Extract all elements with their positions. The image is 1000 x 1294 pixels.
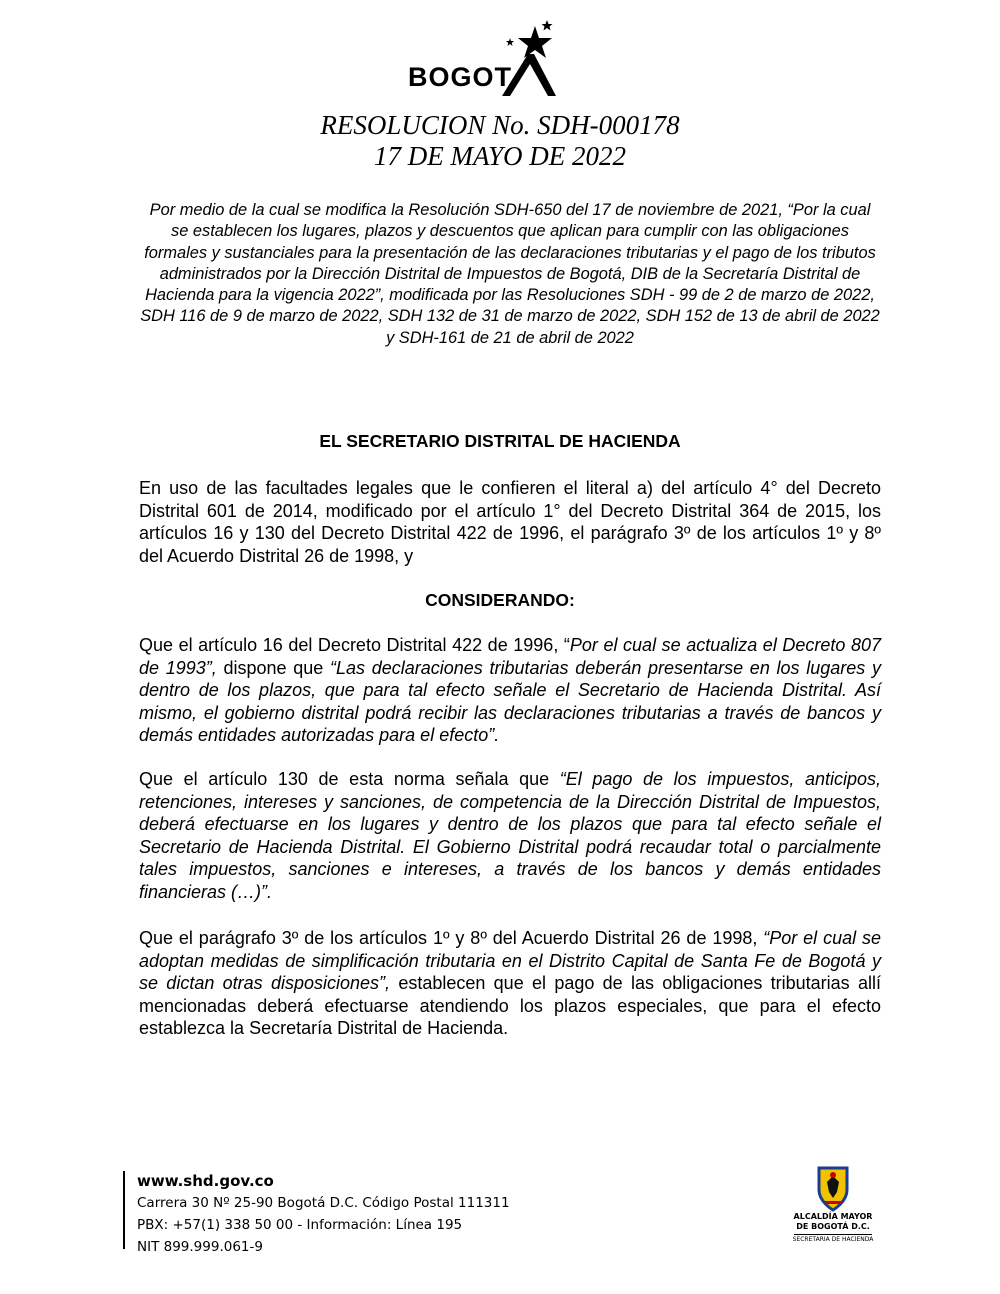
alcaldia-crest: [788, 1166, 878, 1256]
footer-phone: PBX: +57(1) 338 50 00 - Información: Línea 195: [137, 1217, 463, 1233]
para3-quote: “Por el cual se adoptan medidas de simplificación tributaria en el Distrito Capital de Santa Fe de Bogotá y se dictan otras disposiciones”,: [139, 928, 881, 993]
considerando-heading: CONSIDERANDO:: [425, 590, 575, 610]
coat-of-arms-icon: [816, 1166, 850, 1212]
considerando-paragraph-1: [139, 634, 881, 747]
crest-line-2: DE BOGOTÁ D.C.: [796, 1222, 870, 1231]
para1-text-a: Que el artículo 16 del Decreto Distrital 422 de 1996, “: [139, 635, 570, 655]
para1-quote-title: Por el cual se actualiza el Decreto 807 de 1993”,: [139, 635, 882, 678]
footer-address: Carrera 30 Nº 25-90 Bogotá D.C. Código Postal 111311: [137, 1195, 510, 1211]
resolution-date: 17 DE MAYO DE 2022: [374, 141, 626, 171]
intro-paragraph: [139, 477, 881, 567]
crest-line-1: ALCALDÍA MAYOR: [793, 1212, 873, 1221]
resolution-summary: Por medio de la cual se modifica la Resolución SDH-650 del 17 de noviembre de 2021, “Por la cual se establecen los lugares, plazos y descuentos que aplican para cumplir con las obligaciones formales y sustanciales para la presentación de las declaraciones tributarias y el pago de los tributos administrados por la Dirección Distrital de Impuestos de Bogotá, DIB de la Secretaría Distrital de Hacienda para la vigencia 2022”, modificada por las Resoluciones SDH - 99 de 2 de marzo de 2022, SDH 116 de 9 de marzo de 2022, SDH 132 de 31 de marzo de 2022, SDH 152 de 13 de abril de 2022 y SDH-161 de 21 de abril de 2022: [140, 201, 880, 347]
para3-text-a: Que el parágrafo 3º de los artículos 1º y 8º del Acuerdo Distrital 26 de 1998,: [139, 928, 764, 948]
footer-contact: [137, 1170, 510, 1258]
resolution-number: RESOLUCION No. SDH-000178: [320, 110, 680, 140]
para1-quote: “Las declaraciones tributarias deberán presentarse en los lugares y dentro de los plazos, que para tal efecto señale el Secretario de Hacienda Distrital. Así mismo, el gobierno distrital podrá recibir las declaraciones tributarias a través de bancos y demás entidades autorizadas para el efecto”.: [139, 657, 882, 745]
considerando-paragraph-2: [139, 768, 881, 903]
bogota-logo: [405, 18, 565, 98]
authority-heading: EL SECRETARIO DISTRITAL DE HACIENDA: [319, 431, 681, 451]
logo-wordmark: BOGOT: [408, 62, 512, 92]
para2-text-a: Que el artículo 130 de esta norma señala que: [139, 769, 560, 789]
para2-quote: “El pago de los impuestos, anticipos, retenciones, intereses y sanciones, de competencia de la Dirección Distrital de Impuestos, deberá efectuarse en los lugares y dentro de los plazos que para tal efecto señale el Secretario de Hacienda Distrital. El Gobierno Distrital podrá recaudar total o parcialmente tales impuestos, sanciones e intereses, a través de los bancos y demás entidades financieras (…)”.: [139, 769, 881, 902]
star-a-logo-icon: [500, 18, 565, 98]
para3-text-c: establecen que el pago de las obligaciones tributarias allí mencionadas deberá efectuarse atendiendo los plazos especiales, que para el efecto establezca la Secretaría Distrital de Hacienda.: [139, 973, 881, 1038]
footer-website-link[interactable]: www.shd.gov.co: [137, 1172, 274, 1190]
para1-text-c: dispone que: [216, 657, 331, 678]
crest-subtitle: SECRETARIA DE HACIENDA: [792, 1236, 874, 1243]
intro-text: En uso de las facultades legales que le confieren el literal a) del artículo 4° del Decreto Distrital 601 de 2014, modificado por el artículo 1° del Decreto Distrital 364 de 2015, los artículos 16 y 130 del Decreto Distrital 422 de 1996, el parágrafo 3º de los artículos 1º y 8º del Acuerdo Distrital 26 de 1998, y: [139, 478, 881, 566]
footer-nit: NIT 899.999.061-9: [137, 1239, 263, 1255]
considerando-paragraph-3: [139, 927, 881, 1040]
footer-divider: [123, 1171, 125, 1249]
crest-divider: [794, 1234, 872, 1235]
